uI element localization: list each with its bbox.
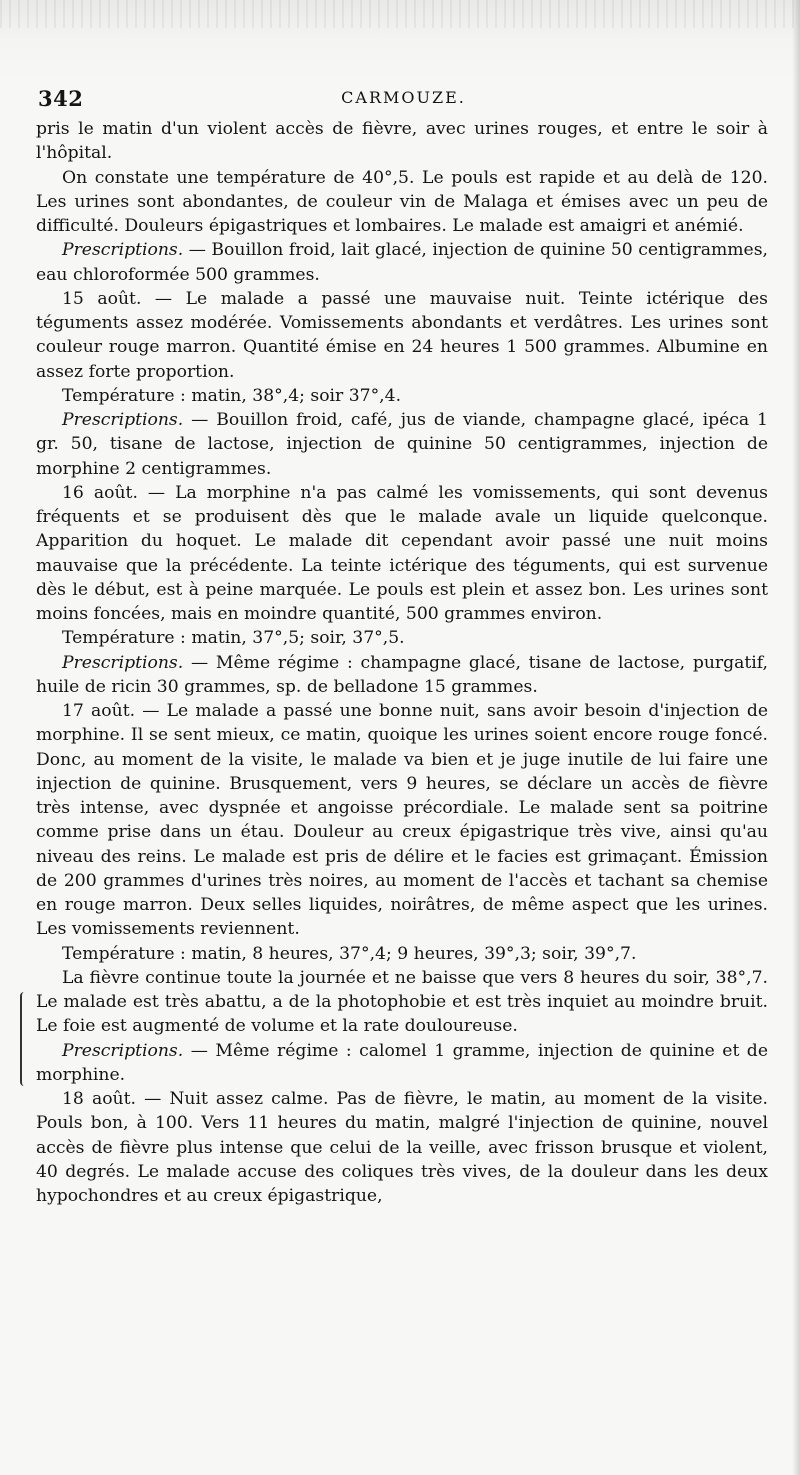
running-title: CARMOUZE. — [341, 88, 466, 107]
section-label: Prescriptions. — [62, 240, 184, 261]
paragraph: 18 août. — Nuit assez calme. Pas de fièvre, le matin, au moment de la visite. Pouls bon, à 100. Vers 11 heures du matin, malgré l'injection de quinine, nouvel accès de fièvre plus intense que celui de la veille, avec frisson brusque et violent, 40 degrés. Le malade accuse des coliques très vives, de la douleur dans les deux hypochondres et au creux épigastrique, — [36, 1089, 768, 1206]
page-edge-shadow — [792, 0, 800, 1475]
paragraph: pris le matin d'un violent accès de fièvre, avec urines rouges, et entre le soir à l'hôpital. — [36, 119, 768, 164]
body-text — [36, 117, 768, 1208]
paragraph: Prescriptions. — Même régime : calomel 1 gramme, injection de quinine et de morphine. — [36, 1040, 768, 1085]
scan-edge-shadow — [0, 0, 800, 28]
paragraph: 15 août. — Le malade a passé une mauvaise nuit. Teinte ictérique des téguments assez modérée. Vomissements abondants et verdâtres. Les urines sont couleur rouge marron. Quantité émise en 24 heures 1 500 grammes. Albumine en assez forte proportion. — [36, 288, 768, 382]
section-label: Prescriptions. — [62, 1040, 184, 1061]
paragraph: 17 août. — Le malade a passé une bonne nuit, sans avoir besoin d'injection de morphine. Il se sent mieux, ce matin, quoique les urines soient encore rouge foncé. Donc, au moment de la visite, le malade va bien et je juge inutile de lui faire une injection de quinine. Brusquement, vers 9 heures, se déclare un accès de fièvre très intense, avec dyspnée et angoisse précordiale. Le malade sent sa poitrine comme prise dans un étau. Douleur au creux épigastrique très vive, ainsi qu'au niveau des reins. Le malade est pris de délire et le facies est grimaçant. Émission de 200 grammes d'urines très noires, au moment de l'accès et tachant sa chemise en rouge marron. Deux selles liquides, noirâtres, de même aspect que les urines. Les vomissements reviennent. — [36, 701, 768, 940]
margin-annotation-bracket — [20, 992, 30, 1086]
paragraph: Prescriptions. — Bouillon froid, café, jus de viande, champagne glacé, ipéca 1 gr. 50, tisane de lactose, injection de quinine 50 centigrammes, injection de morphine 2 centigrammes. — [36, 410, 768, 479]
paragraph: Température : matin, 38°,4; soir 37°,4. — [62, 385, 402, 406]
section-label: Prescriptions. — [62, 410, 184, 430]
paragraph: Prescriptions. — Bouillon froid, lait glacé, injection de quinine 50 centigrammes, eau chloroformée 500 grammes. — [36, 240, 768, 285]
page-header — [36, 82, 771, 112]
page-number: 342 — [38, 86, 84, 111]
paragraph: Prescriptions. — Même régime : champagne glacé, tisane de lactose, purgatif, huile de ricin 30 grammes, sp. de belladone 15 grammes. — [36, 652, 768, 697]
paragraph: 16 août. — La morphine n'a pas calmé les vomissements, qui sont devenus fréquents et se produisent dès que le malade avale un liquide quelconque. Apparition du hoquet. Le malade dit cependant avoir passé une nuit moins mauvaise que la précédente. La teinte ictérique des téguments, qui est survenue dès le début, est à peine marquée. Le pouls est plein et assez bon. Les urines sont moins foncées, mais en moindre quantité, 500 grammes environ. — [36, 482, 768, 624]
paragraph: La fièvre continue toute la journée et ne baisse que vers 8 heures du soir, 38°,7. Le malade est très abattu, a de la photophobie et est très inquiet au moindre bruit. Le foie est augmenté de volume et la rate douloureuse. — [36, 967, 768, 1037]
section-label: Prescriptions. — [62, 652, 184, 673]
paragraph: Température : matin, 37°,5; soir, 37°,5. — [62, 628, 405, 649]
paragraph: Température : matin, 8 heures, 37°,4; 9 heures, 39°,3; soir, 39°,7. — [62, 943, 637, 964]
paragraph: On constate une température de 40°,5. Le pouls est rapide et au delà de 120. Les urines sont abondantes, de couleur vin de Malaga et émises avec un peu de difficulté. Douleurs épigastriques et lombaires. Le malade est amaigri et anémié. — [36, 167, 768, 236]
